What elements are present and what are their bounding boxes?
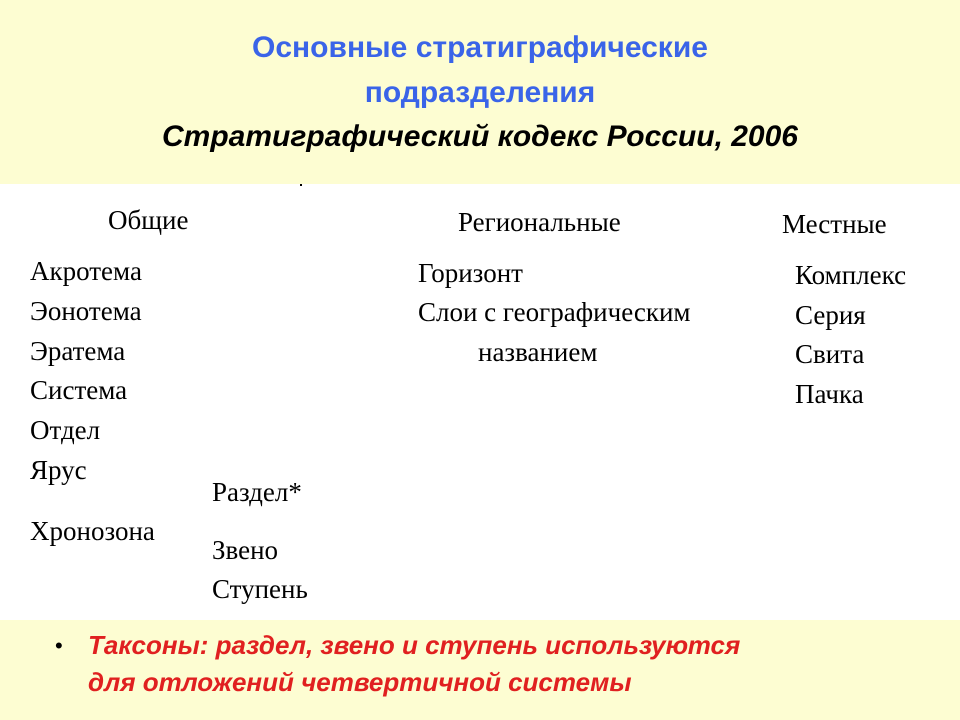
general-subterm: Ступень	[212, 574, 308, 604]
general-term: Эратема	[30, 336, 126, 366]
footnote-text-continued: для отложений четвертичной системы	[88, 667, 632, 697]
regional-term: названием	[478, 337, 598, 367]
local-term: Комплекс	[795, 260, 907, 290]
general-term: Акротема	[30, 256, 142, 286]
bullet-icon: •	[55, 633, 63, 658]
general-subterm: Звено	[212, 535, 279, 565]
regional-column-header: Региональные	[458, 207, 621, 237]
general-term: Эонотема	[30, 296, 142, 326]
slide-title: Основные стратиграфические	[252, 31, 708, 64]
general-subterm: Раздел*	[212, 477, 302, 507]
local-column-header: Местные	[782, 209, 887, 239]
local-term: Свита	[795, 339, 865, 369]
local-term: Серия	[795, 300, 866, 330]
slide-title-continued: подразделения	[364, 76, 596, 109]
slide-subtitle: Стратиграфический кодекс России, 2006	[161, 120, 798, 153]
general-term: Система	[30, 375, 128, 405]
footnote-area	[0, 620, 960, 720]
general-term: Хронозона	[30, 516, 155, 546]
panel-dot	[300, 184, 302, 186]
general-term: Ярус	[30, 455, 87, 485]
local-term: Пачка	[795, 379, 864, 409]
regional-term: Горизонт	[418, 258, 523, 288]
footnote-text: Таксоны: раздел, звено и ступень используются	[88, 630, 741, 660]
regional-term: Слои с географическим	[418, 297, 691, 327]
general-column-header: Общие	[108, 205, 189, 235]
title-block	[0, 0, 960, 183]
general-term: Отдел	[30, 415, 101, 445]
content-panel	[0, 184, 960, 620]
